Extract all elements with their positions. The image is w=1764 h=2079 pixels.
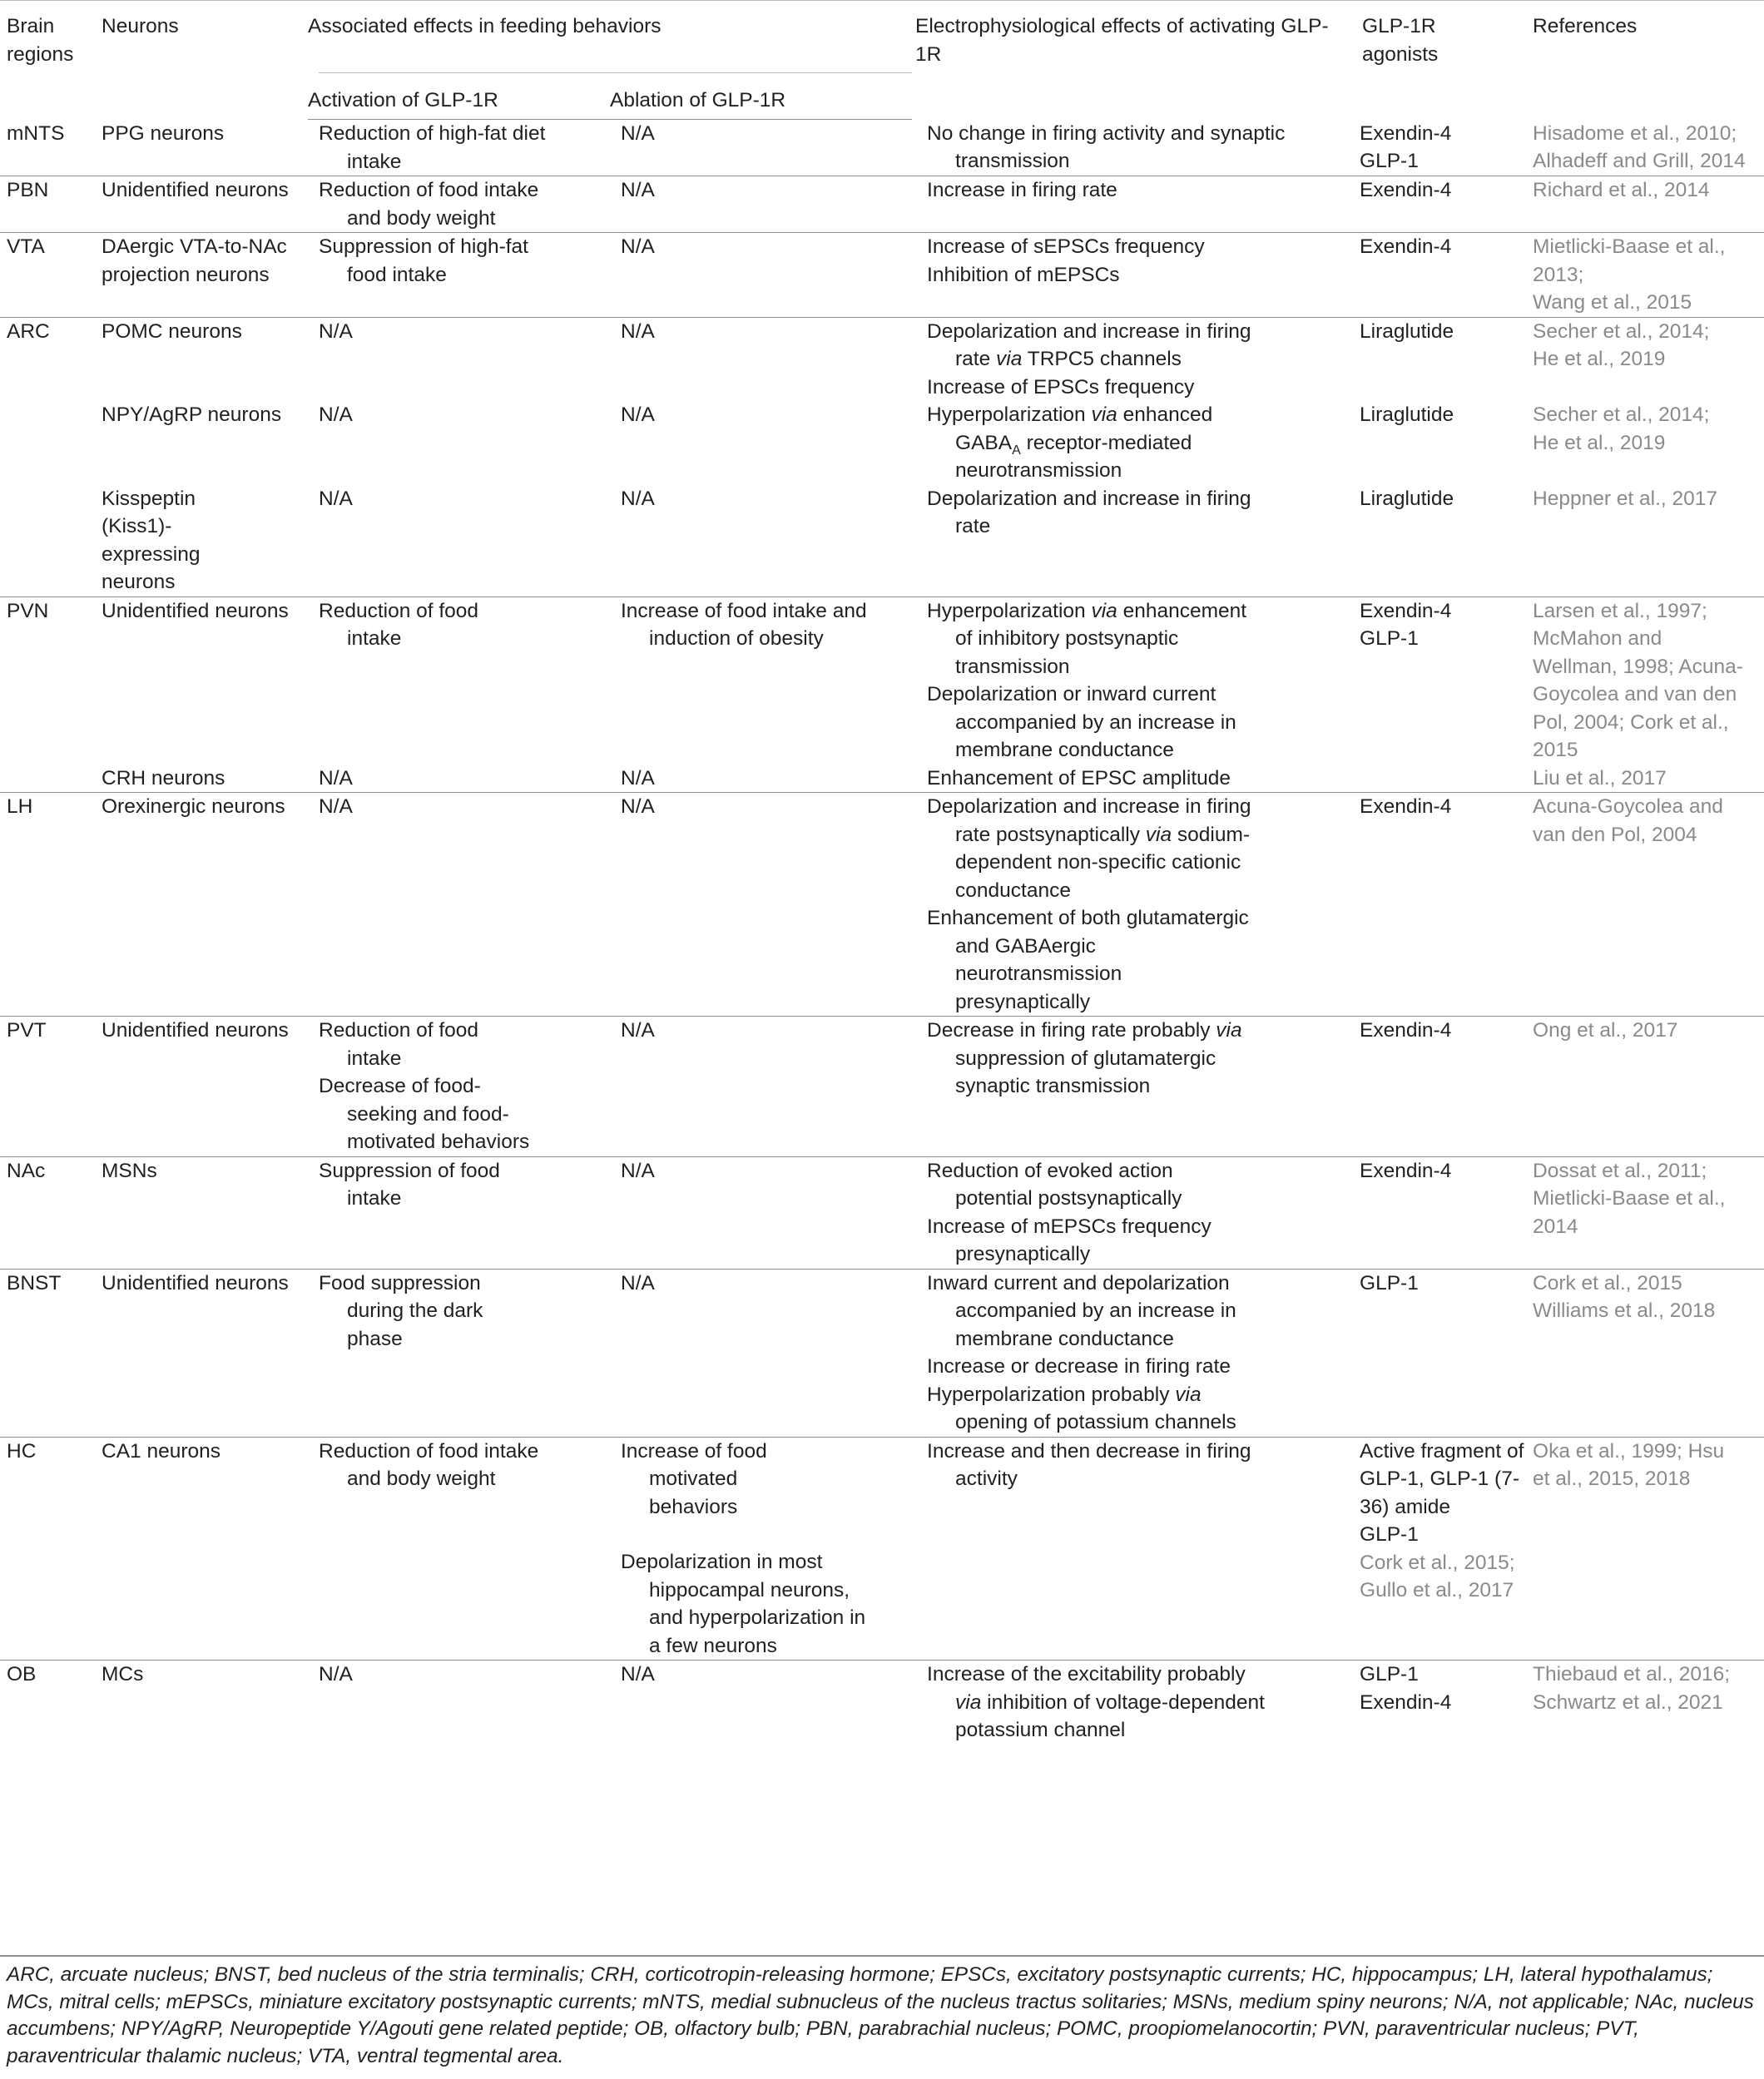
ephys-text: Depolarization and increase in firing rate <box>927 319 1251 370</box>
cell-neuron: CA1 neurons <box>89 1437 308 1661</box>
ephys-via: via <box>1145 823 1172 846</box>
cell-reference: Dossat et al., 2011; Mietlicki-Baase et al., 2014 <box>1533 1159 1726 1238</box>
cell-ephys <box>927 318 1255 374</box>
cell-ephys <box>927 1381 1271 1437</box>
cell-neuron: PPG neurons <box>89 120 308 176</box>
cell-ablation: N/A <box>610 765 912 793</box>
cell-agonist: Exendin-4 <box>1340 793 1519 1017</box>
cell-ablation: N/A <box>610 485 912 597</box>
ephys-subscript: A <box>1012 443 1021 458</box>
cell-reference: Acuna-Goycolea and van den Pol, 2004 <box>1533 795 1723 846</box>
ephys-text: Hyperpolarization <box>927 599 1092 622</box>
cell-ephys <box>927 597 1255 681</box>
cell-agonist: Exendin-4 <box>1340 1017 1519 1157</box>
cell-reference: Alhadeff and Grill, 2014 <box>1533 150 1746 172</box>
cell-reference: Secher et al., 2014; He et al., 2019 <box>1533 403 1710 454</box>
cell-agonist: GLP-1 <box>1360 1663 1419 1685</box>
cell-ephys: Inward current and depolarization accompanied by an increase in membrane conductance <box>927 1271 1236 1350</box>
cell-reference: Wang et al., 2015 <box>1533 291 1692 314</box>
cell-reference: Liu et al., 2017 <box>1519 765 1764 793</box>
cell-activation: Reduction of food intake <box>319 599 479 650</box>
cell-region: VTA <box>0 233 89 318</box>
cell-activation: Reduction of high-fat diet intake <box>319 122 546 173</box>
cell-agonist: GLP-1 <box>1360 150 1419 172</box>
footnote-divider <box>0 1955 1764 1957</box>
table-row-lh <box>0 793 1764 1017</box>
cell-activation: N/A <box>308 793 610 1017</box>
cell-reference: Schwartz et al., 2021 <box>1533 1690 1723 1714</box>
cell-ephys <box>927 1661 1271 1745</box>
header-associated-effects-label: Associated effects in feeding behaviors <box>308 15 662 37</box>
table-row-arc-npy <box>0 401 1764 485</box>
cell-agonist-reference: Cork et al., 2015; Gullo et al., 2017 <box>1360 1551 1515 1601</box>
cell-ablation: N/A <box>621 122 655 145</box>
header-neurons: Neurons <box>89 1 308 120</box>
cell-region: mNTS <box>0 120 89 176</box>
cell-region <box>0 401 89 485</box>
cell-region: BNST <box>0 1269 89 1437</box>
table-row-arc-pomc <box>0 317 1764 401</box>
ephys-text: TRPC5 channels <box>1022 348 1182 370</box>
cell-neuron: Unidentified neurons <box>102 599 289 622</box>
cell-neuron: POMC neurons <box>102 319 242 343</box>
cell-ablation: N/A <box>610 1156 912 1269</box>
table-row-arc-kiss <box>0 485 1764 597</box>
cell-neuron: Kisspeptin (Kiss1)-expressing neurons <box>102 487 201 593</box>
cell-ablation: Increase of food intake and induction of obesity <box>621 599 867 650</box>
cell-activation: N/A <box>308 485 610 597</box>
cell-ephys: Enhancement of both glutamatergic and GABAergic neurotransmission presynaptically <box>927 907 1249 1013</box>
cell-region: OB <box>7 1663 37 1685</box>
cell-ablation: N/A <box>621 235 655 258</box>
cell-activation: Reduction of food intake and body weight <box>319 179 539 230</box>
ephys-text: sodium-dependent non-specific cationic conductance <box>955 823 1251 902</box>
cell-activation: N/A <box>319 403 353 426</box>
cell-reference: Larsen et al., 1997; McMahon and Wellman, 1998; Acuna-Goycolea and van den Pol, 2004; Cork et al., 2015 <box>1533 599 1743 761</box>
cell-reference: Hisadome et al., 2010; <box>1533 121 1737 145</box>
cell-ephys <box>927 401 1238 485</box>
ephys-text: Increase of the excitability probably <box>927 1663 1246 1685</box>
ephys-text: Hyperpolarization probably <box>927 1383 1176 1406</box>
cell-ephys: Increase of mEPSCs frequency presynaptically <box>927 1215 1212 1265</box>
cell-agonist: GLP-1 <box>1360 627 1419 650</box>
cell-reference: Williams et al., 2018 <box>1533 1299 1716 1322</box>
cell-ephys: Increase and then decrease in firing activity <box>927 1439 1251 1490</box>
ephys-via: via <box>1091 599 1117 622</box>
cell-agonist: Liraglutide <box>1360 403 1454 426</box>
cell-neuron: Unidentified neurons <box>89 1017 308 1157</box>
cell-ephys: Increase of sEPSCs frequency <box>927 235 1205 258</box>
cell-activation: N/A <box>308 765 610 793</box>
table-row-bnst <box>0 1269 1764 1437</box>
cell-neuron: NPY/AgRP neurons <box>102 403 282 426</box>
ephys-text: receptor-mediated neurotransmission <box>955 431 1192 482</box>
cell-region: NAc <box>0 1156 89 1269</box>
cell-ephys: No change in firing activity and synaptic transmission <box>927 121 1286 172</box>
cell-ephys: Increase or decrease in firing rate <box>927 1355 1231 1378</box>
cell-ephys: Reduction of evoked action potential postsynaptically <box>927 1159 1182 1210</box>
ephys-via: via <box>1091 403 1117 426</box>
ephys-text: inhibition of voltage-dependent potassium channel <box>955 1690 1265 1741</box>
ephys-text: enhanced GABA <box>955 403 1213 454</box>
cell-region: PBN <box>0 176 89 233</box>
cell-ephys: Depolarization or inward current accompanied by an increase in membrane conductance <box>927 683 1236 761</box>
cell-agonist: GLP-1 <box>1360 1523 1419 1546</box>
ephys-text: Depolarization and increase in firing rate postsynaptically <box>927 795 1251 846</box>
ephys-text: suppression of glutamatergic synaptic transmission <box>955 1047 1216 1097</box>
cell-agonist: Exendin-4 <box>1360 121 1452 145</box>
ephys-via: via <box>996 348 1023 370</box>
cell-activation: Suppression of high-fat food intake <box>319 235 528 286</box>
cell-neuron: Unidentified neurons <box>89 176 308 233</box>
cell-activation: Decrease of food-seeking and food-motivated behaviors <box>319 1075 530 1153</box>
cell-ablation: N/A <box>610 793 912 1017</box>
cell-ephys: Enhancement of EPSC amplitude <box>927 766 1231 790</box>
cell-ablation: Increase of food motivated behaviors <box>621 1439 767 1518</box>
ephys-text: Hyperpolarization <box>927 403 1092 426</box>
cell-ablation: N/A <box>621 179 655 201</box>
cell-reference: Secher et al., 2014; He et al., 2019 <box>1533 319 1710 370</box>
table-row-ob <box>0 1661 1764 1745</box>
cell-neuron: Unidentified neurons <box>89 1269 308 1437</box>
ephys-via: via <box>955 1690 982 1714</box>
ephys-text: opening of potassium channels <box>955 1411 1236 1433</box>
cell-activation: N/A <box>319 1663 353 1685</box>
cell-ephys: Inhibition of mEPSCs <box>927 263 1120 286</box>
cell-ablation: N/A <box>610 1269 912 1437</box>
table-footnote: ARC, arcuate nucleus; BNST, bed nucleus of the stria terminalis; CRH, corticotropin-releasing hormone; EPSCs, excitatory postsynaptic currents; HC, hippocampus; LH, lateral hypothalamus; MCs, mitral cells; mEPSCs, miniature excitatory postsynaptic currents; mNTS, medial subnucleus of the nucleus tractus solitaries; MSNs, medium spiny neurons; N/A, not applicable; NAc, nucleus accumbens; NPY/AgRP, Neuropeptide Y/Agouti gene related peptide; OB, olfactory bulb; PBN, parabrachial nucleus; POMC, proopiomelanocortin; PVN, paraventricular nucleus; PVT, paraventricular thalamic nucleus; VTA, ventral tegmental area. <box>7 1963 1754 2067</box>
cell-region: HC <box>0 1437 89 1661</box>
cell-activation: Reduction of food intake and body weight <box>319 1439 539 1490</box>
cell-activation: N/A <box>319 319 353 343</box>
table-row-pvt <box>0 1017 1764 1157</box>
table-row-hc <box>0 1437 1764 1661</box>
header-ablation: Ablation of GLP-1R <box>610 73 912 120</box>
cell-ephys: Increase of EPSCs frequency <box>927 375 1195 398</box>
cell-agonist: Exendin-4 <box>1360 179 1452 201</box>
cell-agonist: Liraglutide <box>1340 485 1519 597</box>
cell-agonist: GLP-1 <box>1340 1269 1519 1437</box>
cell-agonist: Exendin-4 <box>1360 1690 1452 1714</box>
cell-ablation: N/A <box>621 403 655 426</box>
header-electrophysiological: Electrophysiological effects of activating GLP-1R <box>912 1 1340 120</box>
table-row-pvn-crh <box>0 765 1764 793</box>
ephys-via: via <box>1175 1383 1202 1406</box>
cell-activation: Suppression of food intake <box>319 1159 500 1210</box>
cell-ephys <box>927 1017 1271 1101</box>
cell-ablation: N/A <box>610 1017 912 1157</box>
cell-reference: Heppner et al., 2017 <box>1519 485 1764 597</box>
cell-neuron: DAergic VTA-to-NAc projection neurons <box>102 235 287 286</box>
cell-reference: Richard et al., 2014 <box>1533 179 1710 201</box>
cell-agonist: Active fragment of GLP-1, GLP-1 (7-36) amide <box>1360 1439 1524 1518</box>
cell-agonist <box>1340 765 1519 793</box>
header-activation: Activation of GLP-1R <box>308 73 610 120</box>
cell-region: PVT <box>0 1017 89 1157</box>
header-brain-regions: Brain regions <box>0 1 89 120</box>
cell-region: PVN <box>7 599 49 622</box>
cell-ablation: N/A <box>621 319 655 343</box>
cell-neuron: MSNs <box>89 1156 308 1269</box>
table-row-vta <box>0 233 1764 318</box>
cell-region <box>0 765 89 793</box>
ephys-text: enhancement of inhibitory postsynaptic transmission <box>955 599 1247 678</box>
cell-ephys: Increase in firing rate <box>927 179 1117 201</box>
cell-ephys: Depolarization and increase in firing rate <box>927 487 1251 537</box>
cell-reference: Thiebaud et al., 2016; <box>1533 1663 1731 1685</box>
cell-ablation: Depolarization in most hippocampal neurons, and hyperpolarization in a few neurons <box>621 1551 866 1657</box>
cell-neuron: MCs <box>102 1663 144 1685</box>
cell-reference: Cork et al., 2015 <box>1533 1271 1682 1294</box>
cell-reference: Ong et al., 2017 <box>1519 1017 1764 1157</box>
header-agonists: GLP-1R agonists <box>1340 1 1519 120</box>
cell-agonist: Exendin-4 <box>1360 599 1452 622</box>
cell-reference: Oka et al., 1999; Hsu et al., 2015, 2018 <box>1533 1439 1725 1490</box>
cell-region: ARC <box>7 319 50 343</box>
cell-ablation: N/A <box>621 1663 655 1685</box>
cell-neuron: CRH neurons <box>89 765 308 793</box>
cell-ephys <box>927 793 1255 904</box>
ephys-via: via <box>1216 1019 1242 1042</box>
cell-region <box>0 485 89 597</box>
cell-agonist: Exendin-4 <box>1360 235 1452 258</box>
table-row-nac <box>0 1156 1764 1269</box>
cell-reference: Mietlicki-Baase et al., 2013; <box>1533 235 1726 286</box>
table-row-pbn <box>0 176 1764 233</box>
ephys-text: Decrease in firing rate probably <box>927 1019 1216 1042</box>
cell-activation: Reduction of food intake <box>319 1019 479 1070</box>
table-row-pvn-unidentified <box>0 596 1764 765</box>
cell-region: LH <box>0 793 89 1017</box>
cell-agonist: Liraglutide <box>1360 319 1454 343</box>
cell-activation: Food suppression during the dark phase <box>319 1271 483 1350</box>
header-row <box>0 1 1764 73</box>
cell-neuron: Orexinergic neurons <box>89 793 308 1017</box>
table-row-mnts <box>0 120 1764 176</box>
header-associated-effects <box>308 1 912 73</box>
cell-agonist: Exendin-4 <box>1340 1156 1519 1269</box>
header-references: References <box>1519 1 1764 120</box>
